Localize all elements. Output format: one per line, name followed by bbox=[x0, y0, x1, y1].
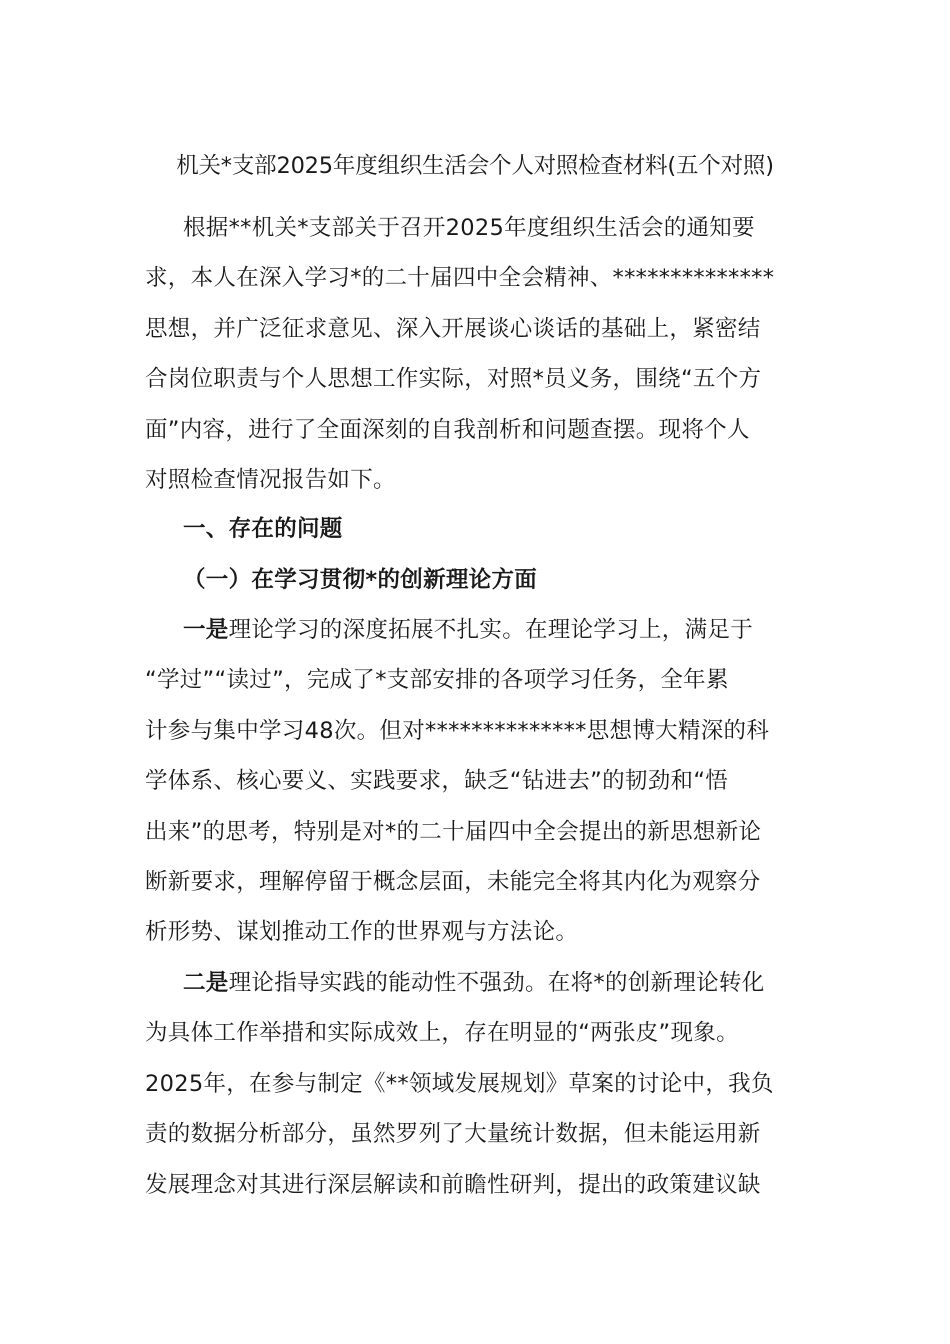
paragraph-one bbox=[145, 605, 805, 958]
paragraph-first-line bbox=[145, 958, 805, 1008]
paragraph-line: 断新要求，理解停留于概念层面，未能完全将其内化为观察分 bbox=[145, 869, 761, 896]
paragraph-first-line-text: 理论学习的深度拓展不扎实。在理论学习上，满足于 bbox=[228, 617, 754, 643]
paragraph-first-line-text: 理论指导实践的能动性不强劲。在将*的创新理论转化 bbox=[228, 970, 765, 996]
paragraph-line: 计参与集中学习48次。但对**************思想博大精深的科 bbox=[145, 717, 770, 744]
paragraph-two bbox=[145, 958, 805, 1210]
subsection-heading: （一）在学习贯彻*的创新理论方面 bbox=[183, 567, 538, 593]
section-heading: 一、存在的问题 bbox=[183, 516, 343, 542]
paragraph-line: 责的数据分析部分，虽然罗列了大量统计数据，但未能运用新 bbox=[145, 1121, 761, 1148]
intro-line: 对照检查情况报告如下。 bbox=[145, 467, 396, 494]
paragraph-lead: 一是 bbox=[183, 617, 229, 643]
paragraph-line: 析形势、谋划推动工作的世界观与方法论。 bbox=[145, 919, 579, 946]
document-title: 机关*支部2025年度组织生活会个人对照检查材料(五个对照) bbox=[176, 153, 774, 179]
paragraph-line: 学体系、核心要义、实践要求，缺乏“钻进去”的韧劲和“悟 bbox=[145, 768, 729, 795]
paragraph-line: 为具体工作举措和实际成效上，存在明显的“两张皮”现象。 bbox=[145, 1020, 739, 1047]
paragraph-lead: 二是 bbox=[183, 970, 229, 996]
intro-line: 求，本人在深入学习*的二十届四中全会精神、************** bbox=[145, 265, 775, 292]
intro-line: 思想，并广泛征求意见、深入开展谈心谈话的基础上，紧密结 bbox=[145, 315, 761, 342]
intro-paragraph bbox=[145, 203, 805, 505]
intro-line: 合岗位职责与个人思想工作实际，对照*员义务，围绕“五个方 bbox=[145, 366, 762, 393]
paragraph-line: 发展理念对其进行深层解读和前瞻性研判，提出的政策建议缺 bbox=[145, 1171, 761, 1198]
paragraph-line: 出来”的思考，特别是对*的二十届四中全会提出的新思想新论 bbox=[145, 818, 762, 845]
paragraph-first-line bbox=[145, 605, 805, 655]
intro-line: 根据**机关*支部关于召开2025年度组织生活会的通知要 bbox=[183, 215, 755, 241]
paragraph-line: “学过”“读过”，完成了*支部安排的各项学习任务，全年累 bbox=[145, 667, 729, 694]
paragraph-line: 2025年，在参与制定《**领域发展规划》草案的讨论中，我负 bbox=[145, 1070, 774, 1097]
intro-line: 面”内容，进行了全面深刻的自我剖析和问题查摆。现将个人 bbox=[145, 416, 750, 443]
